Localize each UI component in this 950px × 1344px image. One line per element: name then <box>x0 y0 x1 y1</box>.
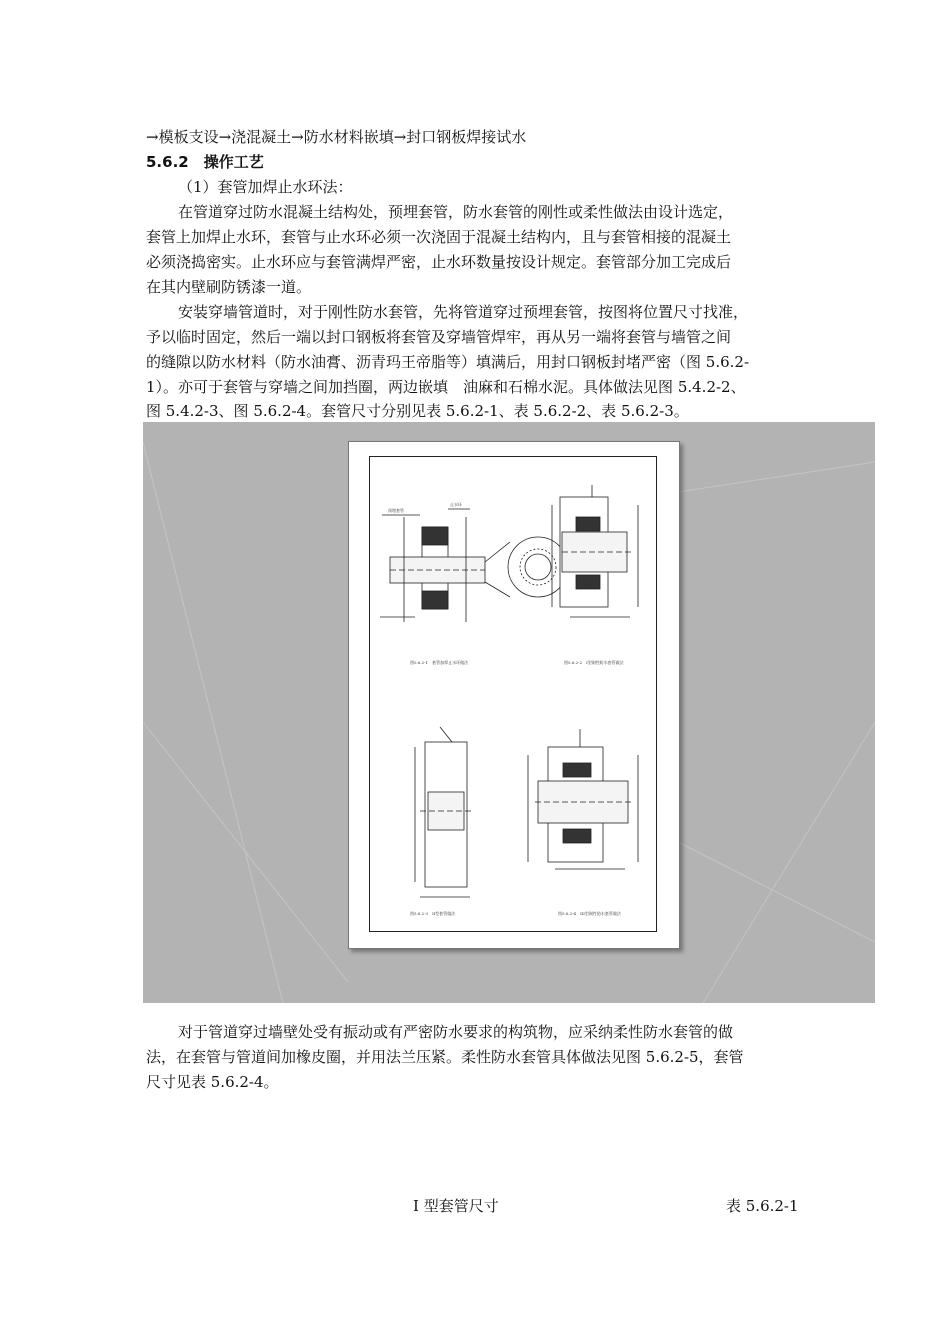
section-heading: 5.6.2 操作工艺 <box>146 153 264 171</box>
paragraph-3-line-1: 对于管道穿过墙壁处受有振动或有严密防水要求的构筑物，应采纳柔性防水套管的做 <box>178 1023 734 1041</box>
caption-5-6-2-1: 图5.6.2-1 套管加焊止水环做法 <box>410 660 469 665</box>
drawing-frame <box>369 456 657 932</box>
paragraph-2-line-1: 安装穿墙管道时，对于刚性防水套管，先将管道穿过预埋套管，按图将位置尺寸找准， <box>178 303 749 321</box>
paragraph-2-line-3: 的缝隙以防水材料（防水油膏、沥青玛王帝脂等）填满后，用封口钢板封堵严密（图 5.6.2- <box>146 353 750 371</box>
subsection-title: （1）套管加焊止水环法： <box>178 178 353 196</box>
paragraph-1-line-3: 必须浇捣密实。止水环应与套管满焊严密，止水环数量按设计规定。套管部分加工完成后 <box>146 253 732 271</box>
table-title: I 型套管尺寸 <box>413 1197 499 1215</box>
caption-5-6-2-3: 图5.6.2-3 II型套管做法 <box>410 911 456 916</box>
drawing-5-6-2-2 <box>552 485 638 617</box>
paragraph-2-line-5: 图 5.4.2-3、图 5.6.2-4。套管尺寸分别见表 5.6.2-1、表 5.6.2-2、表 5.6.2-3。 <box>146 402 689 420</box>
paragraph-2-line-2: 予以临时固定，然后一端以封口钢板将套管及穿墙管焊牢，再从另一端将套管与墙管之间 <box>146 328 732 346</box>
paragraph-2-line-4: 1）。亦可于套管与穿墙之间加挡圈，两边嵌填 油麻和石棉水泥。具体做法见图 5.4.2-2、 <box>146 378 746 396</box>
figure-scan <box>143 422 875 1003</box>
paragraph-3-line-2: 法，在套管与管道间加橡皮圈，并用法兰压紧。柔性防水套管具体做法见图 5.6.2-5，套管 <box>146 1048 744 1066</box>
caption-5-6-2-4: 图5.6.2-4 III型刚性防水套管做法 <box>558 911 621 916</box>
paragraph-3-line-3: 尺寸见表 5.6.2-4。 <box>146 1073 279 1091</box>
drawing-sheet <box>348 441 680 949</box>
paragraph-1-line-1: 在管道穿过防水混凝土结构处，预埋套管，防水套管的刚性或柔性做法由设计选定， <box>178 203 734 221</box>
label-b: 止水环 <box>450 502 462 507</box>
caption-5-6-2-2: 图5.6.2-2 I型刚性防水套管做法 <box>564 660 624 665</box>
table-number: 表 5.6.2-1 <box>726 1197 799 1215</box>
paragraph-1-line-2: 套管上加焊止水环，套管与止水环必须一次浇固于混凝土结构内，且与套管相接的混凝土 <box>146 228 732 246</box>
technical-drawings <box>370 457 656 931</box>
drawing-5-6-2-4 <box>528 729 638 869</box>
drawing-5-6-2-1 <box>380 509 568 622</box>
paragraph-1-line-4: 在其内壁刷防锈漆一道。 <box>146 278 312 296</box>
drawing-5-6-2-3 <box>415 727 474 897</box>
process-flow-line: →模板支设→浇混凝土→防水材料嵌填→封口钢板焊接试水 <box>146 128 527 146</box>
label-a: 预埋套管 <box>388 508 404 513</box>
